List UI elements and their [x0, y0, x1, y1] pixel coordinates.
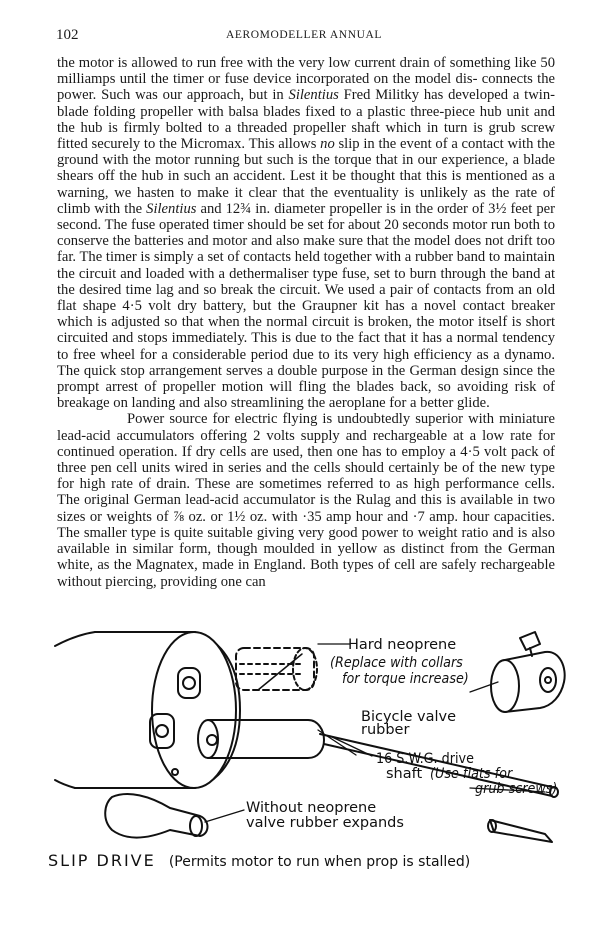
shaft-end-piece [488, 820, 552, 842]
page-number: 102 [56, 27, 79, 43]
grub-screw-hub [491, 632, 565, 712]
text-run: and 12¾ in. diameter propeller is in the order of 3½ feet per second. The fuse operated timer should be set for about 20 seconds motor run both to conserve the batteries and motor and also make sure that the model does not drift too far. The timer is simply a set of contacts held together with a rubber band to maintain the circuit and loaded with a dethermaliser type fuse, set to burn through the band at the desired time lag and so break the circuit. We used a pair of contacts from an old flat shape 4·5 volt dry battery, but the Graupner kit has a novel contact breaker which is adjusted so that when the normal circuit is broken, the motor itself is short circuited and stops immediately. This is due to the fact that it has a normal tendency to free wheel for a considerable period due to its very high efficiency as a dynamo. The quick stop arrangement serves a double purpose in the German design since the prompt arrest of propeller motion will fling the blades back, so avoiding risk of breakage on landing and also streamlining the aeroplane for a better glide. [57, 200, 555, 412]
italic-text: no [320, 136, 335, 153]
caption-title: SLIP DRIVE [48, 851, 156, 870]
label-grub-screws: grub screws) [475, 781, 558, 797]
label-drive-shaft: 16 S.W.G. drive [376, 751, 474, 767]
hard-neoprene-sleeve [236, 648, 317, 690]
label-replace-note: (Replace with collars [330, 655, 463, 671]
page-header [56, 27, 552, 49]
figure-caption [48, 851, 588, 870]
text-run: Power source for electric flying is undoubtedly superior with miniature lead-acid accumulators offering 2 volts supply and rechargeable at a low rate for continued operation. If dry cells are used, then one has to employ a 4·5 volt pack of three pen cell units wired in series and the cells should certainly be of the new type for high rate of drain. These are sometimes referred to as high performance cells. The original German lead-acid accumulator is the Rulag and this is available in two sizes or weights of ⅞ oz. or 1½ oz. with ·35 amp hour and ·7 amp. hour capacities. The smaller type is quite suitable giving very good power to weight ratio and is also available in similar form, though moulded in yellow as distinct from the German white, as the Magnatex, made in England. Both types of cell are safely rechargeable without piercing, providing one can [57, 411, 555, 590]
running-title: AEROMODELLER ANNUAL [225, 29, 383, 41]
caption-subtitle: (Permits motor to run when prop is stalled) [168, 854, 471, 870]
body-paragraph [57, 55, 555, 411]
label-torque-note: for torque increase) [342, 671, 469, 687]
label-hard-neoprene: Hard neoprene [348, 637, 457, 653]
label-without-neoprene: Without neoprene [246, 800, 377, 816]
text-run: the motor is allowed to run free with the very low current drain of something like 50 milliamps until the timer or fuse device incorporated on the model dis- connects the power. Such was our approach, but in [57, 55, 555, 104]
text-run: Fred Militky has developed a twin-blade folding propeller with balsa blades fixed to a plastic three-piece hub unit and the hub is firmly bolted to a threaded propeller shaft which in turn is grub screw fitted securely to the Micromax. This allows [57, 87, 555, 153]
label-rubber: rubber [361, 722, 410, 738]
italic-text: Silentius [288, 87, 339, 104]
italic-text: Silentius [146, 200, 197, 217]
motor-body [55, 632, 240, 788]
valve-rubber-piece [105, 794, 207, 838]
label-bicycle-valve: Bicycle valve [361, 709, 457, 725]
slip-drive-figure [0, 620, 591, 880]
label-flats-note: (Use flats for [430, 766, 513, 782]
article-body [57, 55, 555, 590]
label-shaft: shaft [386, 766, 423, 782]
text-run: slip in the event of a contact with the ground with the motor running but such is the torque that in our experience, a blade shears off the hub in such an accident. Lest it be thought that this is mentioned as a warning, we hasten to make it clear that the eventuality is unlikely as the rate of climb with the [57, 136, 555, 217]
body-paragraph [57, 411, 555, 589]
label-valve-expands: valve rubber expands [246, 815, 404, 831]
